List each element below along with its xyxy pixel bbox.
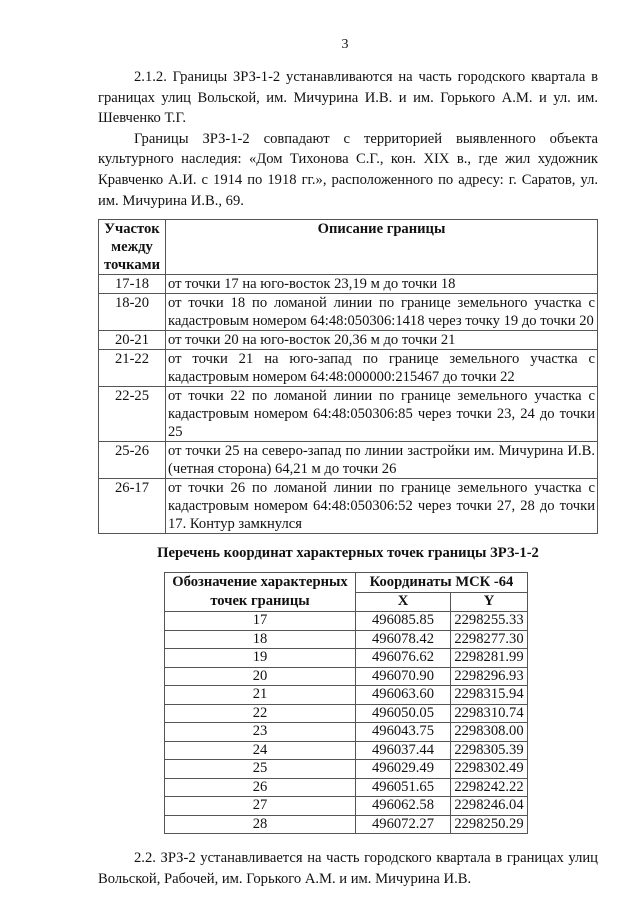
table-row [165,612,528,631]
header-y: Y [451,592,528,612]
table-row [99,275,598,294]
table-row [165,760,528,779]
y-cell: 2298250.29 [451,815,528,834]
description-cell: от точки 25 на северо-запад по линии застройки им. Мичурина И.В. (четная сторона) 64,21 м до точки 26 [166,442,598,479]
table-row [99,294,598,331]
table-row [165,741,528,760]
y-cell: 2298255.33 [451,612,528,631]
boundary-description-table [98,219,598,534]
segment-cell: 22-25 [99,387,166,442]
description-cell: от точки 26 по ломаной линии по границе земельного участка с кадастровым номером 64:48:050306:52 через точки 27, 28 до точки 17. Контур замкнулся [166,479,598,534]
x-cell: 496050.05 [356,704,451,723]
y-cell: 2298281.99 [451,649,528,668]
intro-text [98,67,598,211]
x-cell: 496063.60 [356,686,451,705]
y-cell: 2298310.74 [451,704,528,723]
header-point: Обозначение характерных точек границы [165,573,356,612]
y-cell: 2298315.94 [451,686,528,705]
segment-cell: 26-17 [99,479,166,534]
point-cell: 20 [165,667,356,686]
table-row [165,630,528,649]
segment-cell: 18-20 [99,294,166,331]
segment-cell: 17-18 [99,275,166,294]
x-cell: 496062.58 [356,797,451,816]
x-cell: 496076.62 [356,649,451,668]
paragraph-2-2: 2.2. ЗРЗ-2 устанавливается на часть городского квартала в границах улиц Вольской, Рабочей, им. Горького А.М. и им. Мичурина И.В. [98,850,598,887]
table-row [99,442,598,479]
table-header-row [99,220,598,275]
point-cell: 27 [165,797,356,816]
header-x: X [356,592,451,612]
x-cell: 496037.44 [356,741,451,760]
description-cell: от точки 20 на юго-восток 20,36 м до точки 21 [166,331,598,350]
x-cell: 496029.49 [356,760,451,779]
header-description: Описание границы [166,220,598,275]
table-row [165,723,528,742]
y-cell: 2298302.49 [451,760,528,779]
point-cell: 23 [165,723,356,742]
paragraph-heritage: Границы ЗРЗ-1-2 совпадают с территорией выявленного объекта культурного наследия: «Дом Тихонова С.Г., кон. XIX в., где жил художник Кравченко А.И. с 1914 по 1918 гг.», расположенного по адресу: г. Саратов, ул. им. Мичурина И.В., 69. [98,130,598,209]
description-cell: от точки 18 по ломаной линии по границе земельного участка с кадастровым номером 64:48:050306:1418 через точку 19 до точки 20 [166,294,598,331]
point-cell: 21 [165,686,356,705]
description-cell: от точки 21 на юго-запад по границе земельного участка с кадастровым номером 64:48:000000:215467 до точки 22 [166,350,598,387]
y-cell: 2298277.30 [451,630,528,649]
table-row [165,778,528,797]
point-cell: 19 [165,649,356,668]
point-cell: 24 [165,741,356,760]
header-segment: Участок между точками [99,220,166,275]
segment-cell: 25-26 [99,442,166,479]
x-cell: 496070.90 [356,667,451,686]
description-cell: от точки 22 по ломаной линии по границе земельного участка с кадастровым номером 64:48:050306:85 через точки 23, 24 до точки 25 [166,387,598,442]
point-cell: 18 [165,630,356,649]
point-cell: 25 [165,760,356,779]
table-row [165,704,528,723]
final-text [98,848,598,889]
coordinates-table [164,572,528,834]
table-row [165,686,528,705]
page-number: 3 [341,37,349,52]
table-row [99,479,598,534]
table-row [165,815,528,834]
table-row [99,350,598,387]
x-cell: 496078.42 [356,630,451,649]
y-cell: 2298296.93 [451,667,528,686]
point-cell: 28 [165,815,356,834]
x-cell: 496085.85 [356,612,451,631]
table-row [165,667,528,686]
x-cell: 496043.75 [356,723,451,742]
x-cell: 496072.27 [356,815,451,834]
table-row [165,797,528,816]
y-cell: 2298308.00 [451,723,528,742]
paragraph-2-1-2: 2.1.2. Границы ЗРЗ-1-2 устанавливаются на часть городского квартала в границах улиц Вольской, им. Мичурина И.В. и им. Горького А.М. и ул. им. Шевченко Т.Г. [98,69,598,127]
y-cell: 2298305.39 [451,741,528,760]
point-cell: 17 [165,612,356,631]
y-cell: 2298246.04 [451,797,528,816]
header-coordinates: Координаты МСК -64 [356,573,528,593]
description-cell: от точки 17 на юго-восток 23,19 м до точки 18 [166,275,598,294]
table-row [165,649,528,668]
coordinates-title: Перечень координат характерных точек границы ЗРЗ-1-2 [157,545,539,562]
y-cell: 2298242.22 [451,778,528,797]
point-cell: 22 [165,704,356,723]
segment-cell: 20-21 [99,331,166,350]
table-header-row [165,573,528,593]
segment-cell: 21-22 [99,350,166,387]
table-row [99,387,598,442]
table-row [99,331,598,350]
x-cell: 496051.65 [356,778,451,797]
point-cell: 26 [165,778,356,797]
